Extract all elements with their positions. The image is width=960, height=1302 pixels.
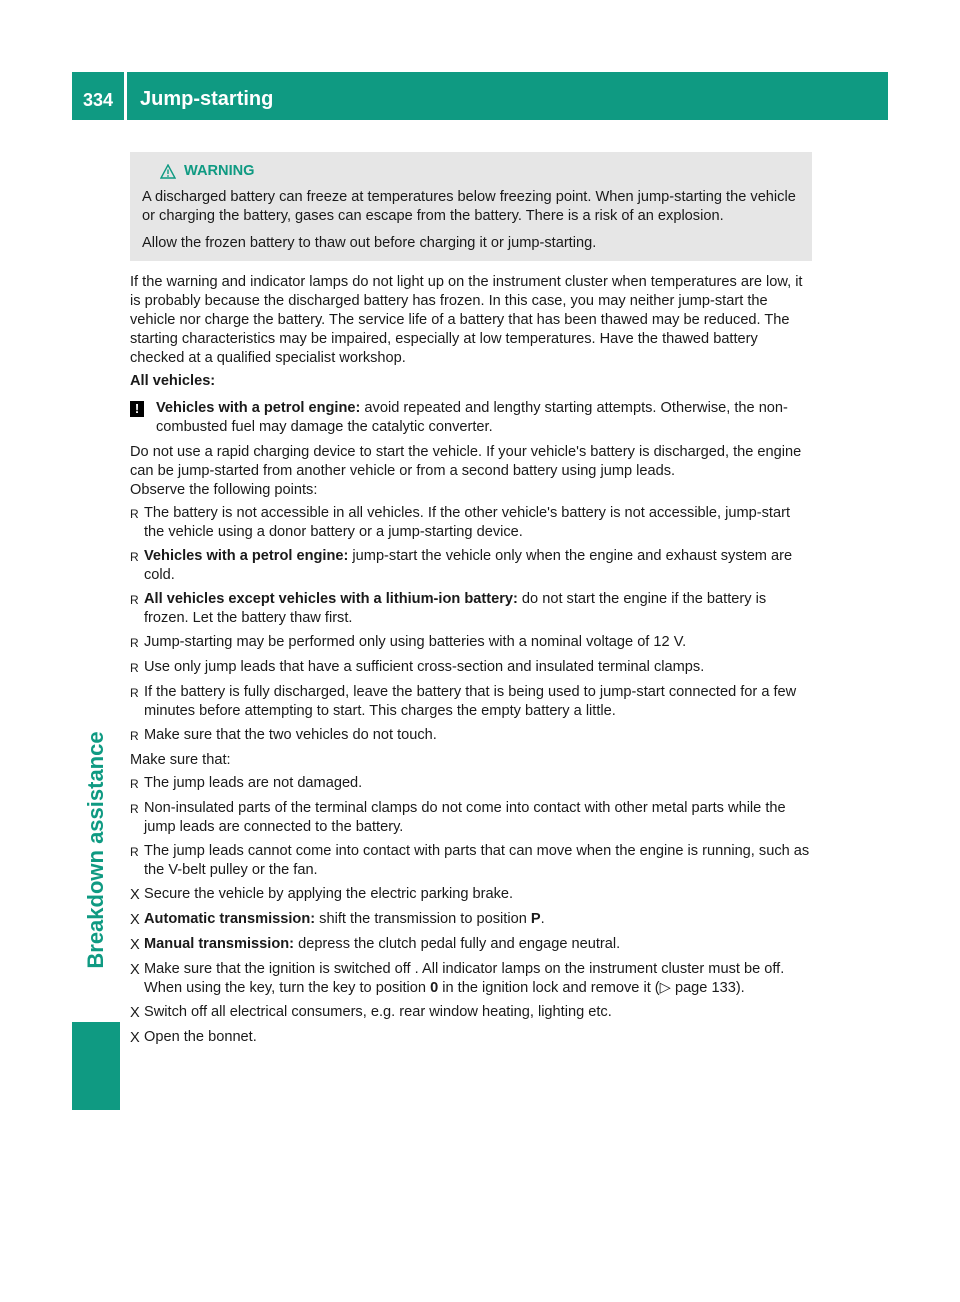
item-text: Jump-starting may be performed only using batteries with a nominal voltage of 12 V. (144, 634, 687, 650)
section-heading: All vehicles: (130, 373, 216, 389)
caution-label: Vehicles with a petrol engine: (156, 400, 361, 416)
step-arrow-icon: X (130, 1005, 140, 1021)
step-text: Switch off all electrical consumers, e.g. rear window heating, lighting etc. (144, 1004, 612, 1020)
caution-notice (130, 399, 812, 437)
step-text: depress the clutch pedal fully and engage neutral. (294, 936, 621, 952)
step-value: P (530, 911, 541, 927)
step-text: Make sure that the ignition is switched off . All indicator lamps on the instrument cluster must be off. When using the key, turn the key to position (144, 961, 785, 996)
step-list (130, 885, 812, 1048)
item-label: Vehicles with a petrol engine: (144, 548, 349, 564)
warning-box (130, 152, 812, 261)
warning-triangle-icon (160, 164, 176, 179)
page-title: Jump-starting (140, 88, 274, 110)
list-item (130, 658, 812, 678)
list-item (130, 726, 812, 746)
step-arrow-icon: X (130, 912, 140, 928)
list-item (130, 504, 812, 542)
caution-text: avoid repeated and lengthy starting attempts. Otherwise, the non-combusted fuel may damage the catalytic converter. (156, 400, 788, 435)
item-text: The jump leads cannot come into contact with parts that can move when the engine is running, such as the V-belt pulley or the fan. (144, 843, 810, 878)
step-arrow-icon: X (130, 962, 140, 978)
side-tab-label: Breakdown assistance (83, 731, 108, 969)
step-label: Manual transmission: (144, 936, 295, 952)
item-text: If the battery is fully discharged, leave the battery that is being used to jump-start connected for a few minutes before attempting to start. This charges the empty battery a little. (144, 684, 797, 719)
item-text: jump-start the vehicle only when the engine and exhaust system are cold. (144, 548, 793, 583)
header-divider (124, 72, 127, 120)
bullet-icon: R (130, 636, 139, 650)
bullet-icon: R (130, 729, 139, 743)
warning-header (160, 158, 812, 184)
step-text: . (540, 911, 545, 927)
list-item (130, 774, 812, 794)
warning-title: WARNING (184, 162, 255, 179)
step-arrow-icon: X (130, 1030, 140, 1046)
step-item (130, 935, 812, 955)
bullet-icon: R (130, 507, 139, 521)
step-item (130, 1003, 812, 1023)
bullet-icon: R (130, 686, 139, 700)
item-text: The jump leads are not damaged. (144, 775, 363, 791)
step-text: shift the transmission to position (315, 911, 531, 927)
list-item (130, 633, 812, 653)
step-item (130, 960, 812, 998)
list-item (130, 547, 812, 585)
item-text: do not start the engine if the battery is frozen. Let the battery thaw first. (144, 591, 767, 626)
step-item (130, 910, 812, 930)
paragraph: Observe the following points: (130, 482, 318, 498)
item-text: Non-insulated parts of the terminal clamps do not come into contact with other metal parts while the jump leads are connected to the battery. (144, 800, 786, 835)
step-text: Open the bonnet. (144, 1029, 257, 1045)
bullet-list (130, 504, 812, 746)
step-label: Automatic transmission: (144, 911, 316, 927)
bullet-icon: R (130, 550, 139, 564)
intro-paragraph: If the warning and indicator lamps do not light up on the instrument cluster when temperatures are low, it is probably because the discharged battery has frozen. In this case, you may neither jump-start the vehicle nor charge the battery. The service life of a battery that has been thawed may be reduced. The starting characteristics may be impaired, especially at low temperatures. Have the thawed battery checked at a qualified specialist workshop. (130, 274, 803, 366)
list-item (130, 799, 812, 837)
exclamation-icon: ! (130, 401, 144, 417)
side-tab (72, 510, 120, 1110)
warning-text: A discharged battery can freeze at temperatures below freezing point. When jump-starting the vehicle or charging the battery, gases can escape from the battery. There is a risk of an explosion. (142, 189, 796, 224)
step-item (130, 885, 812, 905)
list-item (130, 683, 812, 721)
step-value: 0 (430, 980, 439, 996)
bullet-list (130, 774, 812, 880)
list-item (130, 590, 812, 628)
paragraph: Do not use a rapid charging device to start the vehicle. If your vehicle's battery is discharged, the engine can be jump-started from another vehicle or from a second battery using jump leads. (130, 444, 802, 479)
page-reference-link[interactable]: in the ignition lock and remove it (▷ page 133). (438, 980, 745, 996)
bullet-icon: R (130, 802, 139, 816)
step-item (130, 1028, 812, 1048)
bullet-icon: R (130, 661, 139, 675)
bullet-icon: R (130, 777, 139, 791)
page-content (130, 152, 812, 1053)
step-arrow-icon: X (130, 937, 140, 953)
warning-text: Allow the frozen battery to thaw out before charging it or jump-starting. (142, 235, 597, 251)
step-arrow-icon: X (130, 887, 140, 903)
bullet-icon: R (130, 593, 139, 607)
item-label: All vehicles except vehicles with a lithium-ion battery: (144, 591, 518, 607)
step-text: Secure the vehicle by applying the electric parking brake. (144, 886, 514, 902)
list-item (130, 842, 812, 880)
page-number: 334 (82, 90, 114, 110)
item-text: Use only jump leads that have a sufficient cross-section and insulated terminal clamps. (144, 659, 705, 675)
page-header (72, 72, 888, 120)
item-text: The battery is not accessible in all vehicles. If the other vehicle's battery is not accessible, jump-start the vehicle using a donor battery or a jump-starting device. (144, 505, 791, 540)
paragraph: Make sure that: (130, 752, 231, 768)
bullet-icon: R (130, 845, 139, 859)
item-text: Make sure that the two vehicles do not touch. (144, 727, 437, 743)
side-tab-marker (72, 1022, 120, 1110)
